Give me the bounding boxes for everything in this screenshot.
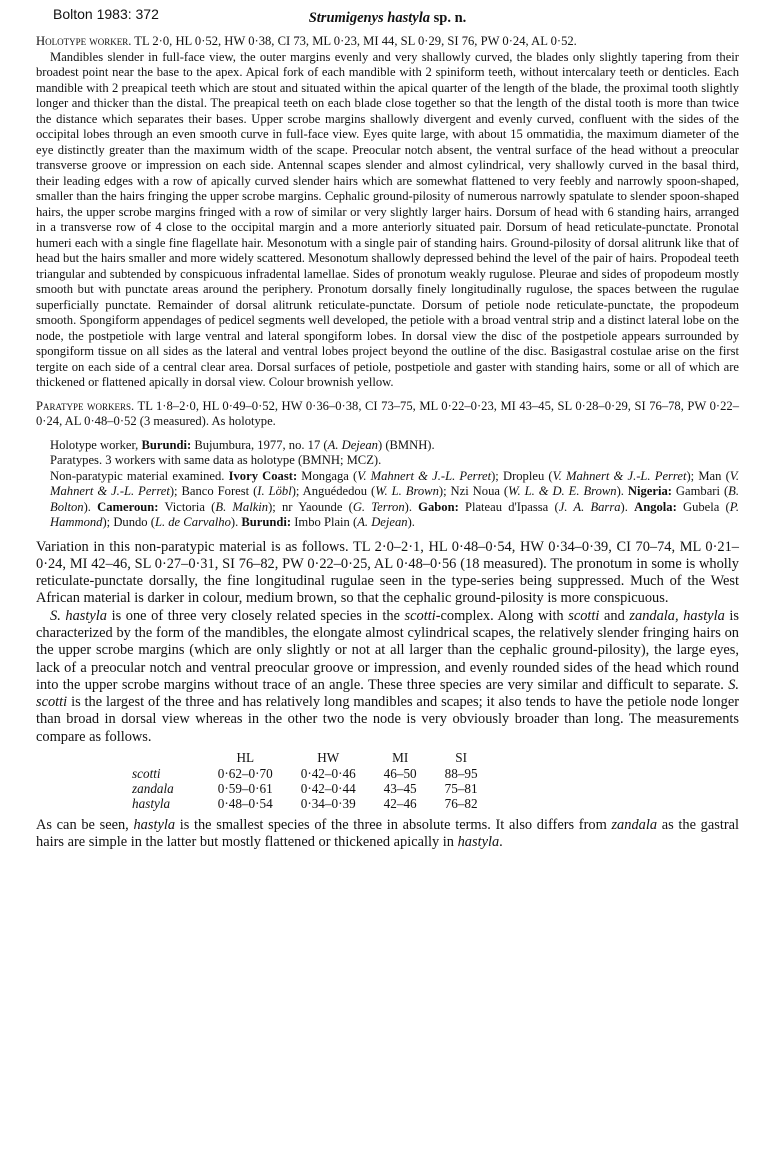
text-run: ); Banco Forest ( (169, 484, 258, 498)
text-run: Gambari ( (671, 484, 729, 498)
table-header (132, 750, 218, 766)
table-cell: 43–45 (383, 781, 417, 797)
italic-text: zandala (611, 817, 658, 834)
text-run: ). (616, 484, 628, 498)
citation-reference: Bolton 1983: 372 (53, 6, 159, 22)
text-run: ) (BMNH). (377, 437, 435, 452)
table-header-row (132, 750, 506, 766)
text-run: ); Nzi Noua ( (438, 484, 509, 498)
italic-text: W. L. Brown (375, 484, 439, 498)
italic-text: scotti (568, 607, 600, 624)
table-cell: 76–82 (444, 796, 478, 812)
italic-text: hastyla (133, 817, 176, 834)
italic-text: zandala, hastyla (629, 607, 725, 624)
table-header: HW (317, 750, 340, 766)
measurements-table (132, 750, 506, 811)
table-cell: scotti (132, 766, 161, 782)
text-run: ); Dundo ( (102, 515, 155, 529)
comparison-paragraph (36, 608, 739, 746)
italic-text: A. Dejean (327, 437, 378, 452)
italic-text: W. L. & D. E. Brown (508, 484, 617, 498)
text-run: ); Dropleu ( (491, 468, 553, 483)
text-run: is the largest of the three and has relatively long mandibles and scapes; it also tends to have the petiole node longer than broad in dorsal view whereas in the other two the node is very obviously broader than long. The measurements compare as follows. (36, 694, 739, 745)
table-cell: 75–81 (444, 781, 478, 797)
paratype-paragraph (36, 399, 739, 430)
text-run: ). (230, 515, 242, 529)
table-cell: 0·48–0·54 (217, 796, 273, 812)
text-run: Plateau d'Ipassa ( (458, 499, 559, 514)
table-cell: hastyla (132, 796, 171, 812)
text-run: ). (83, 499, 98, 514)
paratype-values: TL 1·8–2·0, HL 0·49–0·52, HW 0·36–0·38, CI 73–75, ML 0·22–0·23, MI 43–45, SL 0·28–0·29, SI 76–78, PW 0·22–0·24, AL 0·48–0·52 (3 measured). As holotype. (36, 398, 739, 428)
table-cell: 0·42–0·44 (300, 781, 356, 797)
table-cell: 88–95 (444, 766, 478, 782)
locality-country: Burundi: (141, 437, 192, 452)
holotype-description: Mandibles slender in full-face view, the outer margins evenly and very shallowly curved, the blades only slightly tapering from their broadest point near the base to the apex. Apical fork of each mandible with 2 spiniform teeth, without intercalary teeth or denticles. Each mandible with 2 preapical teeth which are stout and situated within the apical quarter of the length of the blade, the proximal tooth slightly longer and thicker than the distal. The preapical teeth on each blade close together so that the length of the distal tooth is more than twice the distance which separates their bases. Upper scrobe margins shallowly divergent and evenly curved, confluent with the sides of the occipital lobes through an even smooth curve in full-face view. Eyes quite large, with about 15 ommatidia, the maximum diameter of the eye distinctly greater than the maximum width of the scape. Preocular notch absent, the ventral surface of the head without a preocular transverse groove or impression on each side. Antennal scapes slender and almost cylindrical, very shallowly curved in the basal third, their leading edges with a row of apically curved slender hairs which are somewhat flattened to very feebly and narrowly spoon-shaped, smaller than the hairs fringing the upper scrobe margins. Cephalic ground-pilosity of numerous narrowly spatulate to slender spoon-shaped hairs, the upper scrobe margins fringed with a row of similar or very slightly larger hairs. Dorsum of head with 6 standing hairs, arranged in a transverse row of 4 close to the occipital margin and a more anteriorly situated pair. Dorsum of head reticulate-punctate. Pronotal humeri each with a single fine flagellate hair. Mesonotum with a single pair of standing hairs. Ground-pilosity of dorsal alitrunk like that of head but the hairs smaller and more widely scattered. Mesonotum shallowly depressed behind the level of the pair of hairs. Propodeal teeth triangular and subtended by conspicuous infradental lamellae. Sides of pronotum weakly rugulose. Pleurae and sides of propodeum mostly smooth but with punctate areas around the periphery. Pronotum dorsally finely longitudinally rugulose, the spaces between the rugulae superficially punctate. Remainder of dorsal alitrunk reticulate-punctate. Dorsum of petiole node reticulate-punctate, the propodeum smooth. Spongiform appendages of pedicel segments well developed, the petiole with a broad ventral strip and a distinct lateral lobe on the node, the postpetiole with large ventral and lateral spongiform lobes. In dorsal view the disc of the postpetiole appears surrounded by spongiform tissue on all sides as the lateral and ventral lobes project beyond the outline of the disc. Basigastral costulae arise on the first tergite on each side of a central clear area. Dorsal surfaces of petiole, postpetiole and gaster with standing hairs, some or all of which are thickened or flattened apically in dorsal view. Colour brownish yellow. (36, 49, 739, 389)
page-header (36, 0, 739, 34)
italic-text: B. Bolton (50, 484, 739, 514)
locality-country: Cameroun: (97, 499, 159, 514)
locality-country: Gabon: (418, 499, 459, 514)
text-run: Gubela ( (676, 499, 730, 514)
italic-text: V. Mahnert & J.-L. Perret (357, 468, 492, 483)
locality-country: Angola: (634, 499, 677, 514)
table-cell: 42–46 (383, 796, 417, 812)
paratype-label: Paratype workers. (36, 398, 135, 413)
holotype-material (50, 438, 739, 454)
table-cell: 0·42–0·46 (300, 766, 356, 782)
text-run: Non-paratypic material examined. (50, 468, 229, 483)
italic-text: L. de Carvalho (154, 515, 231, 529)
text-run: ); nr Yaounde ( (268, 499, 353, 514)
text-run: ). (407, 515, 415, 529)
italic-text: V. Mahnert & J.-L. Perret (50, 468, 739, 498)
text-run: Mongaga ( (297, 468, 358, 483)
locality-country: Nigeria: (627, 484, 672, 498)
text-run: and (599, 607, 630, 624)
text-run: Holotype worker, (50, 437, 142, 452)
holotype-label: Holotype worker. (36, 34, 132, 48)
nonparatype-material (50, 469, 739, 531)
text-run: is the smallest species of the three in absolute terms. It also differs from (175, 817, 612, 834)
text-run: ); Anguédedou ( (291, 484, 376, 498)
species-title (36, 10, 739, 27)
table-header: SI (455, 750, 467, 766)
table-header: MI (392, 750, 409, 766)
italic-text: I. Löbl (257, 484, 292, 498)
text-run: as the gastral hairs are simple in the latter but mostly flattened or thickened apically in (36, 817, 740, 851)
table-header: HL (236, 750, 255, 766)
conclusion-paragraph (36, 817, 739, 852)
table-row (132, 766, 506, 781)
table-row (132, 796, 506, 811)
italic-text: hastyla (457, 834, 500, 851)
text-run: Imbo Plain ( (291, 515, 358, 529)
text-run: Bujumbura, 1977, no. 17 ( (191, 437, 328, 452)
holotype-measurements (36, 34, 739, 50)
table-cell: 0·59–0·61 (217, 781, 273, 797)
italic-text: G. Terron (352, 499, 405, 514)
italic-text: A. Dejean (357, 515, 408, 529)
table-cell: 0·62–0·70 (217, 766, 273, 782)
italic-text: S. scotti (36, 676, 739, 711)
text-run: is characterized by the form of the mandibles, the elongate almost cylindrical scapes, the relatively slender fringing hairs on the upper scrobe margins (which are only slightly or not at all larger than the cephalic ground-pilosity), the large eyes, lack of a preocular notch and ventral preocular groove or impression, and evenly rounded sides of the head which round into the upper scrobe margins without trace of an angle. These three species are very similar and difficult to separate. (36, 607, 739, 693)
text-run: ). (620, 499, 635, 514)
italic-text: P. Hammond (50, 499, 739, 529)
text-run: -complex. Along with (435, 607, 569, 624)
text-run: ); Man ( (686, 468, 730, 483)
text-run: As can be seen, (36, 817, 134, 834)
holotype-values: TL 2·0, HL 0·52, HW 0·38, CI 73, ML 0·23, MI 44, SL 0·29, SI 76, PW 0·24, AL 0·52. (131, 34, 577, 48)
discussion-section (36, 539, 739, 852)
italic-text: J. A. Barra (558, 499, 621, 514)
variation-paragraph: Variation in this non-paratypic material is as follows. TL 2·0–2·1, HL 0·48–0·54, HW 0·34–0·39, CI 70–74, ML 0·21–0·24, MI 42–46, SL 0·27–0·31, SI 76–82, PW 0·22–0·25, AL 0·48–0·56 (18 measured). The pronotum in some is wholly reticulate-punctate dorsally, the fine longitudinal rugulae seen in the type-series being suppressed. Much of the West African material is darker in colour, medium brown, so that the cephalic ground-pilosity is more conspicuous. (36, 538, 739, 607)
table-cell: zandala (132, 781, 174, 797)
paratype-material: Paratypes. 3 workers with same data as holotype (BMNH; MCZ). (50, 453, 382, 467)
table-cell: 0·34–0·39 (300, 796, 356, 812)
description-section (36, 34, 739, 531)
italic-text: B. Malkin (215, 499, 269, 514)
locality-country: Burundi: (241, 515, 292, 529)
text-run: is one of three very closely related species in the (106, 607, 405, 624)
text-run: . (499, 834, 503, 851)
italic-text: V. Mahnert & J.-L. Perret (552, 468, 687, 483)
species-status: sp. n. (429, 10, 467, 26)
species-name: Strumigenys hastyla (308, 10, 430, 26)
text-run: ). (404, 499, 419, 514)
table-row (132, 781, 506, 796)
text-run: Victoria ( (158, 499, 216, 514)
italic-text: S. hastyla (50, 607, 107, 624)
table-cell: 46–50 (383, 766, 417, 782)
material-section (50, 438, 739, 531)
locality-country: Ivory Coast: (228, 468, 298, 483)
italic-text: scotti (404, 607, 436, 624)
